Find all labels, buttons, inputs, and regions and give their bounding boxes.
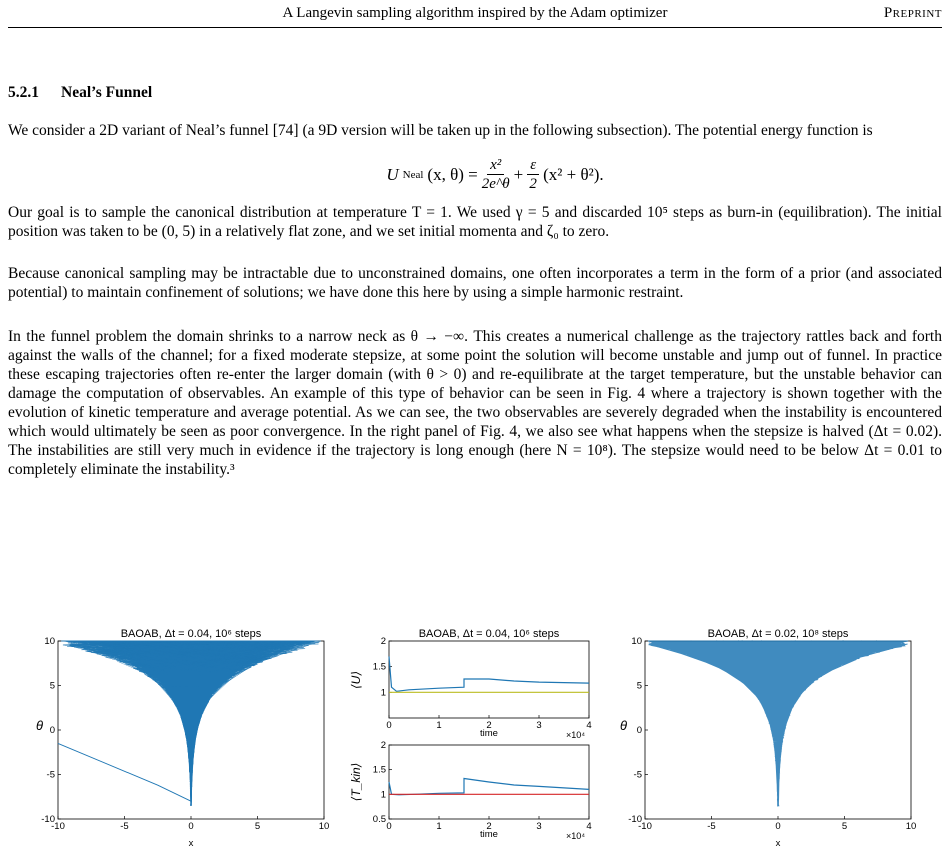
section-title: Neal’s Funnel bbox=[61, 84, 153, 101]
paragraph-4: In the funnel problem the domain shrinks to a narrow neck as θ → −∞. This creates a numerical challenge as the trajectory rattles back and forth against the walls of the channel; for a fixed moderate stepsize, at some point the solution will become unstable and jump out of funnel. In practice these escaping trajectories often re-enter the larger domain (with θ > 0) and re-equilibrate at the target temperature, but the unstable behavior can damage the computation of observables. An example of this type of behavior can be seen in Fig. 4 where a trajectory is shown together with the evolution of kinetic temperature and average potential. As we can see, the two observables are severely degraded when the instability is encountered which would ultimately be seen as poor convergence. In the right panel of Fig. 4, we also see what happens when the stepsize is halved (Δt = 0.02). The instabilities are still very much in evidence if the trajectory is long enough (here N = 10⁸). The stepsize would need to be below Δt = 0.01 to completely eliminate the instability.³ bbox=[8, 328, 942, 478]
y-tick-label: 10 bbox=[631, 636, 642, 647]
x-tick-label: 2 bbox=[486, 821, 492, 832]
y-tick-label: 0 bbox=[49, 725, 55, 736]
y-axis-label: ⟨U⟩ bbox=[349, 670, 363, 690]
eq-args: (x, θ) = bbox=[427, 164, 478, 184]
y-tick-label: -10 bbox=[41, 814, 55, 825]
eq-frac-1-num: x² bbox=[487, 156, 504, 175]
x-tick-label: 0 bbox=[188, 821, 194, 832]
y-tick-label: 2 bbox=[380, 740, 386, 751]
paragraph-2: Our goal is to sample the canonical distribution at temperature T = 1. We used γ = 5 and discarded 10⁵ steps as burn-in (equilibration). The initial position was taken to be (0, 5) in a relatively flat zone, and we set initial momenta and ζ₀ to zero. bbox=[8, 204, 942, 240]
y-tick-label: -10 bbox=[628, 814, 642, 825]
header-title: A Langevin sampling algorithm inspired by the Adam optimizer bbox=[282, 5, 668, 21]
eq-frac-2 bbox=[527, 156, 539, 193]
x-scale-label: ×10⁴ bbox=[566, 831, 586, 841]
y-tick-label: 1.5 bbox=[372, 661, 386, 673]
chart-trajectory-right bbox=[620, 628, 916, 849]
y-tick-label: 2 bbox=[380, 636, 386, 647]
x-tick-label: -5 bbox=[707, 821, 716, 832]
chart-trajectory-left bbox=[36, 628, 329, 849]
escape-path bbox=[58, 743, 191, 801]
trajectory bbox=[648, 641, 908, 806]
y-tick-label: -5 bbox=[633, 769, 642, 781]
chart-potential bbox=[349, 628, 592, 740]
y-tick-label: 5 bbox=[636, 680, 642, 692]
x-tick-label: 2 bbox=[486, 720, 492, 731]
x-tick-label: 4 bbox=[586, 720, 592, 731]
x-tick-label: 0 bbox=[386, 821, 392, 832]
figure-4-svg bbox=[0, 625, 950, 860]
y-tick-label: 1 bbox=[380, 687, 386, 699]
chart-title: BAOAB, Δt = 0.02, 10⁸ steps bbox=[707, 628, 849, 640]
x-tick-label: 0 bbox=[775, 821, 781, 832]
eq-frac-2-num: ε bbox=[527, 156, 539, 175]
y-axis-label: θ bbox=[620, 718, 628, 733]
x-tick-label: 1 bbox=[436, 720, 442, 731]
eq-lhs-sub: Neal bbox=[402, 168, 424, 181]
x-tick-label: 10 bbox=[905, 821, 917, 832]
section-heading bbox=[8, 84, 152, 102]
x-tick-label: 3 bbox=[536, 720, 542, 731]
y-tick-label: -5 bbox=[46, 769, 55, 781]
x-tick-label: 5 bbox=[254, 821, 261, 832]
y-tick-label: 5 bbox=[49, 680, 55, 692]
x-axis-label: time bbox=[480, 829, 498, 840]
figure-4 bbox=[0, 625, 950, 860]
paragraph-1: We consider a 2D variant of Neal’s funnel [74] (a 9D version will be taken up in the following subsection). The potential energy function is bbox=[8, 122, 873, 139]
x-tick-label: 3 bbox=[536, 821, 542, 832]
chart-title: BAOAB, Δt = 0.04, 10⁶ steps bbox=[120, 628, 262, 640]
y-tick-label: 0 bbox=[636, 725, 642, 736]
y-axis-label: θ bbox=[36, 718, 44, 733]
eq-frac-1-den: 2e^θ bbox=[481, 176, 510, 192]
eq-frac-1 bbox=[482, 156, 510, 193]
x-tick-label: 1 bbox=[436, 821, 442, 832]
x-tick-label: -5 bbox=[120, 821, 129, 832]
eq-plus: + bbox=[513, 164, 524, 184]
running-header bbox=[8, 0, 942, 28]
x-scale-label: ×10⁴ bbox=[566, 730, 586, 740]
x-tick-label: 4 bbox=[586, 821, 592, 832]
chart-title: BAOAB, Δt = 0.04, 10⁶ steps bbox=[418, 628, 560, 640]
x-axis-label: x bbox=[188, 838, 194, 849]
x-axis-label: time bbox=[480, 728, 498, 739]
y-tick-label: 10 bbox=[44, 636, 55, 647]
equation bbox=[0, 156, 950, 196]
eq-frac-2-den: 2 bbox=[529, 176, 537, 192]
series-line-0 bbox=[389, 656, 589, 691]
x-tick-label: 5 bbox=[841, 821, 848, 832]
y-tick-label: 0.5 bbox=[372, 814, 386, 825]
y-tick-label: 1.5 bbox=[372, 764, 386, 776]
x-tick-label: -10 bbox=[638, 821, 652, 832]
y-axis-label: ⟨T_kin⟩ bbox=[349, 762, 363, 802]
trajectory bbox=[61, 641, 321, 806]
series-line-0 bbox=[389, 779, 589, 795]
chart-kinetic-temperature bbox=[349, 740, 592, 841]
y-tick-label: 1 bbox=[380, 789, 386, 801]
section-number: 5.2.1 bbox=[8, 84, 39, 101]
x-tick-label: -10 bbox=[51, 821, 65, 832]
eq-lhs: U bbox=[386, 164, 399, 184]
x-tick-label: 0 bbox=[386, 720, 392, 731]
paragraph-3: Because canonical sampling may be intractable due to unconstrained domains, one often incorporates a term in the form of a prior (and associated potential) to maintain confinement of solutions; we have done this here by using a simple harmonic restraint. bbox=[8, 265, 942, 301]
header-tag: Preprint bbox=[883, 5, 942, 21]
x-axis-label: x bbox=[775, 838, 781, 849]
eq-tail: (x² + θ²). bbox=[543, 164, 604, 184]
x-tick-label: 10 bbox=[318, 821, 330, 832]
